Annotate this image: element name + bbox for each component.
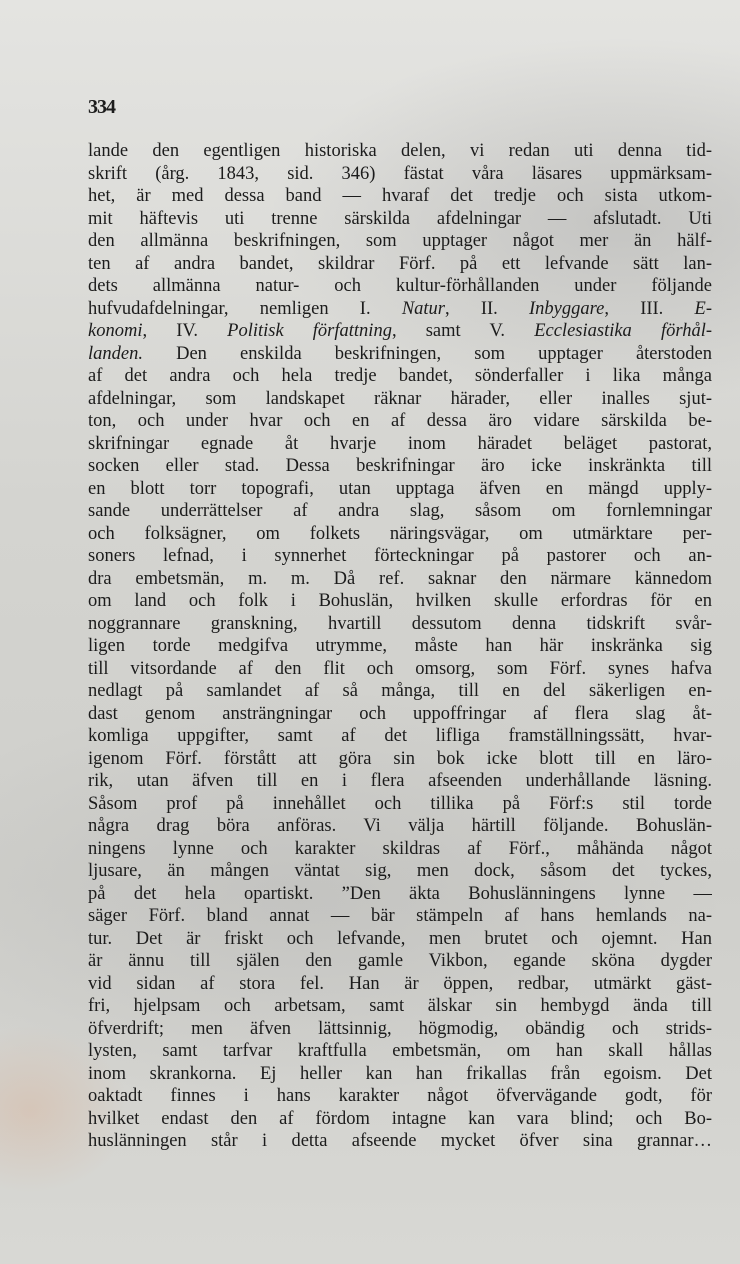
text-line bbox=[88, 185, 712, 208]
text-segment: hvilket endast den af fördom intagne kan vara blind; och Bo- bbox=[88, 1108, 712, 1129]
text-segment: ten af andra bandet, skildrar Förf. på ett lefvande sätt lan- bbox=[88, 253, 712, 274]
text-line bbox=[88, 815, 712, 838]
text-line bbox=[88, 253, 712, 276]
text-line bbox=[88, 1040, 712, 1063]
text-segment: tur. Det är friskt och lefvande, men brutet och ojemnt. Han bbox=[88, 928, 712, 949]
text-segment: skrift (årg. 1843, sid. 346) fästat våra läsares uppmärksam- bbox=[88, 163, 712, 184]
text-line bbox=[88, 1018, 712, 1041]
text-segment: en blott torr topografi, utan upptaga äfven en mängd upply- bbox=[88, 478, 712, 499]
text-segment: noggrannare granskning, hvartill dessutom denna tidskrift svår- bbox=[88, 613, 712, 634]
text-segment: och folksägner, om folkets näringsvägar, om utmärktare per- bbox=[88, 523, 712, 544]
text-segment: ljusare, än mången väntat sig, men dock, såsom det tyckes, bbox=[88, 861, 712, 881]
text-line bbox=[88, 928, 712, 951]
text-segment: är ännu till själen den gamle Vikbon, egande sköna dygder bbox=[88, 951, 712, 971]
text-segment: rik, utan äfven till en i flera afseenden underhållande läsning. bbox=[88, 771, 712, 791]
text-line bbox=[88, 883, 712, 906]
text-line bbox=[88, 1108, 712, 1131]
text-segment: hufvudafdelningar, nemligen I. bbox=[88, 298, 402, 319]
text-segment: komliga uppgifter, samt af det lifliga framställningssätt, hvar- bbox=[88, 726, 712, 746]
text-segment: öfverdrift; men äfven lättsinnig, högmodig, obändig och strids- bbox=[88, 1018, 712, 1039]
text-line bbox=[88, 455, 712, 478]
text-segment: soners lefnad, i synnerhet förteckningar på pastorer och an- bbox=[88, 546, 712, 566]
text-line bbox=[88, 635, 712, 658]
text-line bbox=[88, 838, 712, 861]
italic-text: konomi bbox=[88, 321, 143, 341]
text-segment: afdelningar, som landskapet räknar härader, eller inalles sjut- bbox=[88, 388, 712, 409]
text-segment: lysten, samt tarfvar kraftfulla embetsmän, om han skall hållas bbox=[88, 1041, 712, 1061]
text-line bbox=[88, 545, 712, 568]
text-segment: den allmänna beskrifningen, som upptager något mer än hälf- bbox=[88, 231, 712, 251]
text-segment: , IV. bbox=[142, 321, 228, 341]
text-line bbox=[88, 793, 712, 816]
text-line bbox=[88, 478, 712, 501]
text-segment: socken eller stad. Dessa beskrifningar äro icke inskränkta till bbox=[88, 456, 712, 476]
text-segment: , samt V. bbox=[391, 321, 535, 341]
text-segment: fri, hjelpsam och arbetsam, samt älskar sin hembygd ända till bbox=[88, 996, 712, 1016]
text-segment: ningens lynne och karakter skildras af Förf., måhända något bbox=[88, 838, 712, 859]
body-text bbox=[88, 140, 712, 1153]
text-segment: af det andra och hela tredje bandet, sönderfaller i lika många bbox=[88, 366, 712, 386]
text-line bbox=[88, 298, 712, 321]
text-segment: het, är med dessa band — hvaraf det tredje och sista utkom- bbox=[88, 186, 712, 206]
text-line bbox=[88, 163, 712, 186]
text-line bbox=[88, 208, 712, 231]
text-line bbox=[88, 365, 712, 388]
text-line bbox=[88, 230, 712, 253]
text-segment: om land och folk i Bohuslän, hvilken skulle erfordras för en bbox=[88, 591, 712, 611]
text-segment: säger Förf. bland annat — bär stämpeln af hans hemlands na- bbox=[88, 906, 712, 926]
text-segment: igenom Förf. förstått att göra sin bok icke blott till en läro- bbox=[88, 748, 712, 769]
text-line bbox=[88, 703, 712, 726]
text-line bbox=[88, 275, 712, 298]
text-segment: skrifningar egnade åt hvarje inom häradet beläget pastorat, bbox=[88, 433, 712, 454]
text-segment: dets allmänna natur- och kultur-förhållanden under följande bbox=[88, 276, 712, 296]
text-line bbox=[88, 725, 712, 748]
text-line bbox=[88, 320, 712, 343]
italic-text: E- bbox=[694, 298, 712, 319]
text-segment: huslänningen står i detta afseende mycket öfver sina grannar… bbox=[88, 1131, 712, 1151]
text-segment: , II. bbox=[445, 298, 529, 319]
text-line bbox=[88, 388, 712, 411]
text-segment: till vitsordande af den flit och omsorg, som Förf. synes hafva bbox=[88, 658, 712, 679]
text-line bbox=[88, 658, 712, 681]
text-segment: lande den egentligen historiska delen, vi redan uti denna tid- bbox=[88, 141, 712, 161]
text-segment: ton, och under hvar och en af dessa äro vidare särskilda be- bbox=[88, 411, 712, 431]
text-segment: vid sidan af stora fel. Han är öppen, redbar, utmärkt gäst- bbox=[88, 973, 712, 994]
italic-text: Natur bbox=[401, 298, 445, 319]
italic-text: Ecclesiastika förhål- bbox=[534, 321, 712, 341]
text-line bbox=[88, 905, 712, 928]
text-segment: Den enskilda beskrifningen, som upptager återstoden bbox=[142, 343, 712, 364]
text-line bbox=[88, 1130, 712, 1153]
text-line bbox=[88, 433, 712, 456]
text-segment: , III. bbox=[604, 298, 695, 319]
text-segment: dra embetsmän, m. m. Då ref. saknar den närmare kännedom bbox=[88, 568, 712, 589]
text-line bbox=[88, 995, 712, 1018]
text-line bbox=[88, 343, 712, 366]
text-line bbox=[88, 500, 712, 523]
text-line bbox=[88, 613, 712, 636]
text-line bbox=[88, 590, 712, 613]
text-line bbox=[88, 1085, 712, 1108]
text-line bbox=[88, 680, 712, 703]
text-segment: mit häftevis uti trenne särskilda afdelningar — afslutadt. Uti bbox=[88, 208, 712, 229]
text-line bbox=[88, 973, 712, 996]
text-line bbox=[88, 1063, 712, 1086]
text-segment: några drag böra anföras. Vi välja härtill följande. Bohuslän- bbox=[88, 816, 712, 836]
italic-text: Inbyggare bbox=[529, 298, 605, 319]
text-segment: ligen torde medgifva utrymme, måste han här inskränka sig bbox=[88, 636, 712, 656]
text-segment: inom skrankorna. Ej heller kan han frikallas från egoism. Det bbox=[88, 1063, 712, 1084]
text-line bbox=[88, 410, 712, 433]
text-line bbox=[88, 523, 712, 546]
text-segment: på det hela opartiskt. ”Den äkta Bohuslänningens lynne — bbox=[88, 883, 712, 904]
text-line bbox=[88, 568, 712, 591]
text-segment: sande underrättelser af andra slag, såsom om fornlemningar bbox=[88, 501, 712, 521]
text-line bbox=[88, 860, 712, 883]
text-line bbox=[88, 140, 712, 163]
italic-text: Politisk författning bbox=[227, 321, 392, 341]
text-segment: nedlagt på samlandet af så många, till en del säkerligen en- bbox=[88, 681, 712, 701]
text-line bbox=[88, 950, 712, 973]
text-segment: dast genom ansträngningar och uppoffringar af flera slag åt- bbox=[88, 703, 712, 724]
text-segment: Såsom prof på innehållet och tillika på Förf:s stil torde bbox=[88, 793, 712, 814]
italic-text: landen. bbox=[88, 343, 143, 364]
text-line bbox=[88, 748, 712, 771]
text-segment: oaktadt finnes i hans karakter något öfvervägande godt, för bbox=[88, 1086, 712, 1106]
text-line bbox=[88, 770, 712, 793]
page-number: 334 bbox=[88, 96, 115, 118]
